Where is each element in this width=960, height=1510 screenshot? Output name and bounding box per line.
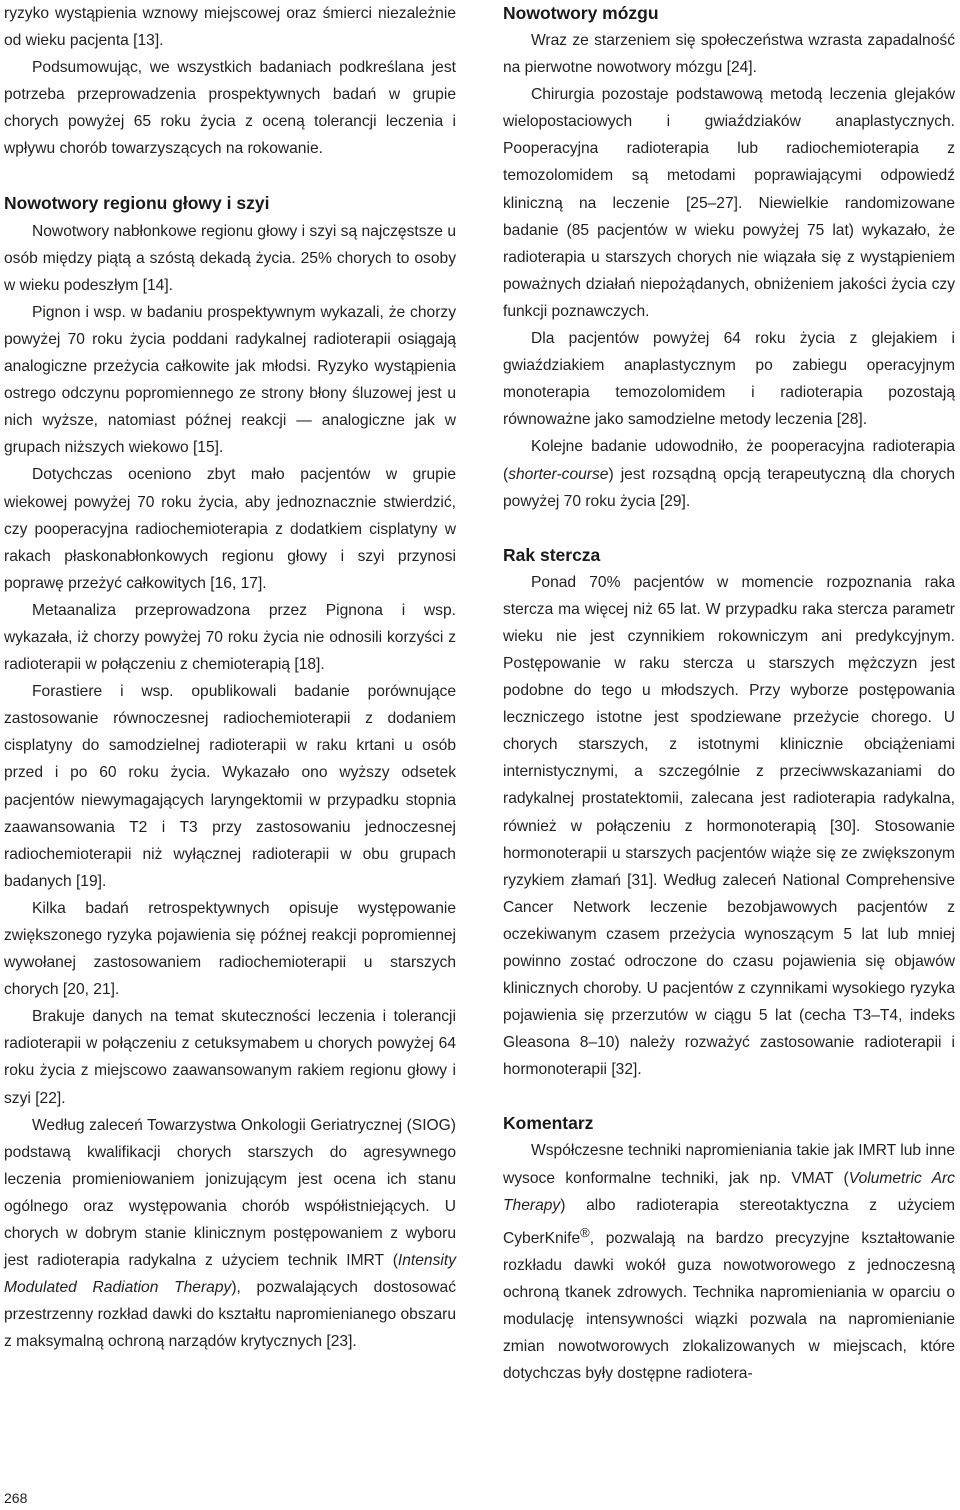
registered-mark: ® [580, 1224, 590, 1240]
paragraph [503, 433, 955, 514]
italic-term: Intensity Modulated Radiation Therapy [4, 1252, 456, 1297]
paragraph: ryzyko wystąpienia wznowy miejscowej oraz śmierci niezależnie od wieku pacjenta [13]. [4, 5, 456, 50]
text-run: ) jest rozsądną opcją terapeutyczną dla chorych powyżej 70 roku życia [29]. [503, 465, 955, 510]
paragraph: Wraz ze starzeniem się społeczeństwa wzrasta zapadalność na pierwotne nowotwory mózgu [24]. [503, 32, 955, 77]
page-number: 268 [4, 1490, 28, 1506]
paragraph [503, 1137, 955, 1387]
paragraph: Kilka badań retrospektywnych opisuje występowanie zwiększonego ryzyka pojawienia się późnej reakcji popromiennej wywołanej zastosowaniem radiochemioterapii u starszych chorych [20, 21]. [4, 899, 456, 999]
paragraph: Chirurgia pozostaje podstawową metodą leczenia glejaków wielopostaciowych i gwiaździaków anaplastycznych. Pooperacyjna radioterapia lub radiochemioterapia z temozolomidem są metodami poprawiającymi odpowiedź kliniczną na leczenie [25–27]. Niewielkie randomizowane badanie (85 pacjentów w wieku powyżej 75 lat) wykazało, że radioterapia u starszych chorych nie wiązała się z wystąpieniem poważnych działań niepożądanych, obniżeniem jakości życia czy funkcji poznawczych. [503, 86, 955, 320]
paragraph: Ponad 70% pacjentów w momencie rozpoznania raka stercza ma więcej niż 65 lat. W przypadku raka stercza parametr wieku nie jest czynnikiem rokowniczym ani predykcyjnym. Postępowanie w raku stercza u starszych mężczyzn jest podobne do tego u młodszych. Przy wyborze postępowania leczniczego istotne jest spodziewane przeżycie chorego. U chorych starszych, z istotnymi klinicznie obciążeniami internistycznymi, a szczególnie z przeciwwskazaniami do radykalnej prostatektomii, zalecana jest radioterapia radykalna, również w połączeniu z hormonoterapią [30]. Stosowanie hormonoterapii u starszych pacjentów wiąże się ze zwiększonym ryzykiem złamań [31]. Według zaleceń National Comprehensive Cancer Network leczenie bezobjawowych pacjentów z oczekiwanym czasem przeżycia wynoszącym 5 lat lub mniej powinno zostać odroczone do czasu pojawienia się objawów klinicznych choroby. U pacjentów z czynnikami wysokiego ryzyka pojawienia się przerzutów w ciągu 5 lat (cecha T3–T4, indeks Gleasona 8–10) należy rozważyć zastosowanie radioterapii i hormonoterapii [32]. [503, 573, 955, 1079]
section-heading-comment: Komentarz [503, 1113, 594, 1134]
text-run: Według zaleceń Towarzystwa Onkologii Geriatrycznej (SIOG) podstawą kwalifikacji chorych starszych do agresywnego leczenia promieniowaniem jonizującym jest ocena ich stanu ogólnego oraz występowania chorób współistniejących. U chorych w dobrym stanie klinicznym postępowaniem z wyboru jest radioterapia radykalna z użyciem technik IMRT ( [4, 1116, 456, 1270]
paragraph: Dla pacjentów powyżej 64 roku życia z glejakiem i gwiaździakiem anaplastycznym po zabiegu operacyjnym monoterapia temozolomidem i radioterapia pozostają równoważne jako samodzielne metody leczenia [28]. [503, 330, 955, 429]
paragraph: Podsumowując, we wszystkich badaniach podkreślana jest potrzeba przeprowadzenia prospektywnych badań w grupie chorych powyżej 65 roku życia z oceną tolerancji leczenia i wpływu chorób towarzyszących na rokowanie. [4, 59, 456, 158]
paragraph: Nowotwory nabłonkowe regionu głowy i szyi są najczęstsze u osób między piątą a szóstą dekadą życia. 25% chorych to osoby w wieku podeszłym [14]. [4, 222, 456, 294]
section-heading-prostate: Rak stercza [503, 544, 601, 565]
paragraph: Metaanaliza przeprowadzona przez Pignona i wsp. wykazała, iż chorzy powyżej 70 roku życia nie odnosili korzyści z radioterapii w połączeniu z chemioterapią [18]. [4, 601, 456, 674]
paragraph [4, 1112, 456, 1356]
paragraph: Pignon i wsp. w badaniu prospektywnym wykazali, że chorzy powyżej 70 roku życia poddani radykalnej radioterapii osiągają analogiczne przeżycia całkowite jak młodsi. Ryzyko wystąpienia ostrego odczynu popromiennego ze strony błony śluzowej jest u nich wyższe, natomiast późnej reakcji — analogiczne jak w grupach niższych wiekowo [15]. [4, 303, 456, 457]
paragraph: Dotychczas oceniono zbyt mało pacjentów w grupie wiekowej powyżej 70 roku życia, aby jednoznacznie stwierdzić, czy pooperacyjna radiochemioterapia z dodatkiem cisplatyny w rakach płaskonabłonkowych regionu głowy i szyi przynosi poprawę przeżyć całkowitych [16, 17]. [4, 466, 456, 592]
text-run: Kolejne badanie udowodniło, że pooperacyjna radioterapia ( [503, 438, 955, 483]
text-run: ), pozwalających dostosować przestrzenny rozkład dawki do kształtu napromienianego obszaru z maksymalną ochroną narządów krytycznych [23]. [4, 1279, 456, 1351]
italic-term: shorter-course [508, 465, 609, 483]
paragraph: Brakuje danych na temat skuteczności leczenia i tolerancji radioterapii w połączeniu z cetuksymabem u chorych powyżej 64 roku życia z miejscowo zaawansowanym rakiem regionu głowy i szyi [22]. [4, 1008, 456, 1107]
text-run: Współczesne techniki napromieniania takie jak IMRT lub inne wysoce konformalne techniki, jak np. VMAT ( [503, 1142, 955, 1187]
italic-term: Volumetric Arc Therapy [503, 1169, 955, 1214]
text-run: , pozwalają na bardzo precyzyjne kształtowanie rozkładu dawki wokół guza nowotworowego z jednoczesną ochroną tkanek zdrowych. Technika napromieniania w oparciu o modulację intensywności wiązki pozwala na napromienianie zmian nowotworowych zlokalizowanych w miejscach, które dotychczas były dostępne radiotera- [503, 1229, 955, 1383]
paragraph: Forastiere i wsp. opublikowali badanie porównujące zastosowanie równoczesnej radiochemioterapii z dodaniem cisplatyny do samodzielnej radioterapii w raku krtani u osób przed i po 60 roku życia. Wykazało ono wyższy odsetek pacjentów niewymagających laryngektomii w przypadku stopnia zaawansowania T2 i T3 przy zastosowaniu jednoczesnej radiochemioterapii niż wyłącznej radioterapii w obu grupach badanych [19]. [4, 683, 456, 890]
section-heading-head-neck: Nowotwory regionu głowy i szyi [4, 192, 270, 213]
right-column [503, 0, 955, 1388]
section-heading-brain: Nowotwory mózgu [503, 3, 659, 23]
left-column [4, 0, 456, 1356]
text-run: ) albo radioterapia stereotaktyczna z użyciem CyberKnife [503, 1196, 955, 1247]
